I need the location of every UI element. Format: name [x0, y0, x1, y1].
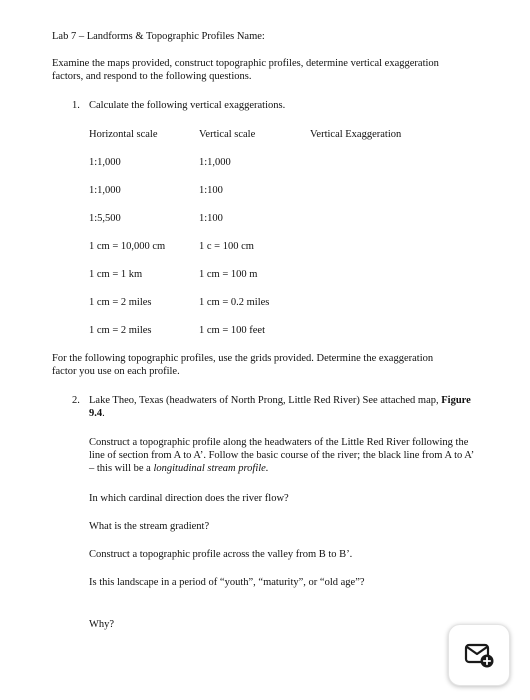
row-6-vertical: 1 cm = 0.2 miles [199, 297, 270, 308]
row-6-horizontal: 1 cm = 2 miles [89, 297, 152, 308]
header-vertical-scale: Vertical scale [199, 129, 256, 140]
row-3-horizontal: 1:5,500 [89, 213, 121, 224]
header-horizontal-scale: Horizontal scale [89, 129, 158, 140]
question-landscape-stage: Is this landscape in a period of “youth”, “maturity”, or “old age”? [89, 577, 365, 588]
mail-add-icon [463, 640, 495, 670]
question-why: Why? [89, 619, 115, 630]
row-2-vertical: 1:100 [199, 185, 223, 196]
header-vertical-exaggeration: Vertical Exaggeration [310, 129, 402, 140]
row-5-horizontal: 1 cm = 1 km [89, 269, 143, 280]
intro-paragraph: Examine the maps provided, construct topographic profiles, determine vertical exaggeration factors, and respond to the following questions. [52, 58, 439, 82]
longitudinal-stream-profile: longitudinal stream profile. [153, 463, 269, 474]
profiles-intro: For the following topographic profiles, use the grids provided. Determine the exaggeration factor you use on each profile. [52, 353, 434, 377]
row-4-horizontal: 1 cm = 10,000 cm [89, 241, 166, 252]
row-7-vertical: 1 cm = 100 feet [199, 325, 265, 336]
question-flow-direction: In which cardinal direction does the river flow? [89, 493, 289, 504]
question-2-location: Lake Theo, Texas (headwaters of North Prong, Little Red River) See attached map, [89, 395, 439, 406]
question-2-number: 2. [72, 395, 80, 406]
row-1-vertical: 1:1,000 [199, 157, 231, 168]
question-1-number: 1. [72, 100, 80, 111]
question-2-text [89, 394, 484, 420]
construct-longitudinal-text: Construct a topographic profile along the headwaters of the Little Red River following the line of section from A to A’. Follow the basic course of the river; the black line from A to A’ – this will be a [89, 437, 474, 474]
row-3-vertical: 1:100 [199, 213, 223, 224]
row-2-horizontal: 1:1,000 [89, 185, 121, 196]
construct-longitudinal-profile [89, 436, 475, 475]
question-stream-gradient: What is the stream gradient? [89, 521, 210, 532]
question-1-text: Calculate the following vertical exaggerations. [89, 100, 286, 111]
figure-reference-end: . [102, 408, 105, 419]
compose-message-button[interactable] [448, 624, 510, 686]
construct-valley-profile: Construct a topographic profile across the valley from B to B’. [89, 549, 353, 560]
row-1-horizontal: 1:1,000 [89, 157, 121, 168]
row-5-vertical: 1 cm = 100 m [199, 269, 258, 280]
row-7-horizontal: 1 cm = 2 miles [89, 325, 152, 336]
page-title: Lab 7 – Landforms & Topographic Profiles Name: [52, 31, 265, 42]
row-4-vertical: 1 c = 100 cm [199, 241, 254, 252]
figure-reference: Figure 9.4 [89, 395, 471, 419]
